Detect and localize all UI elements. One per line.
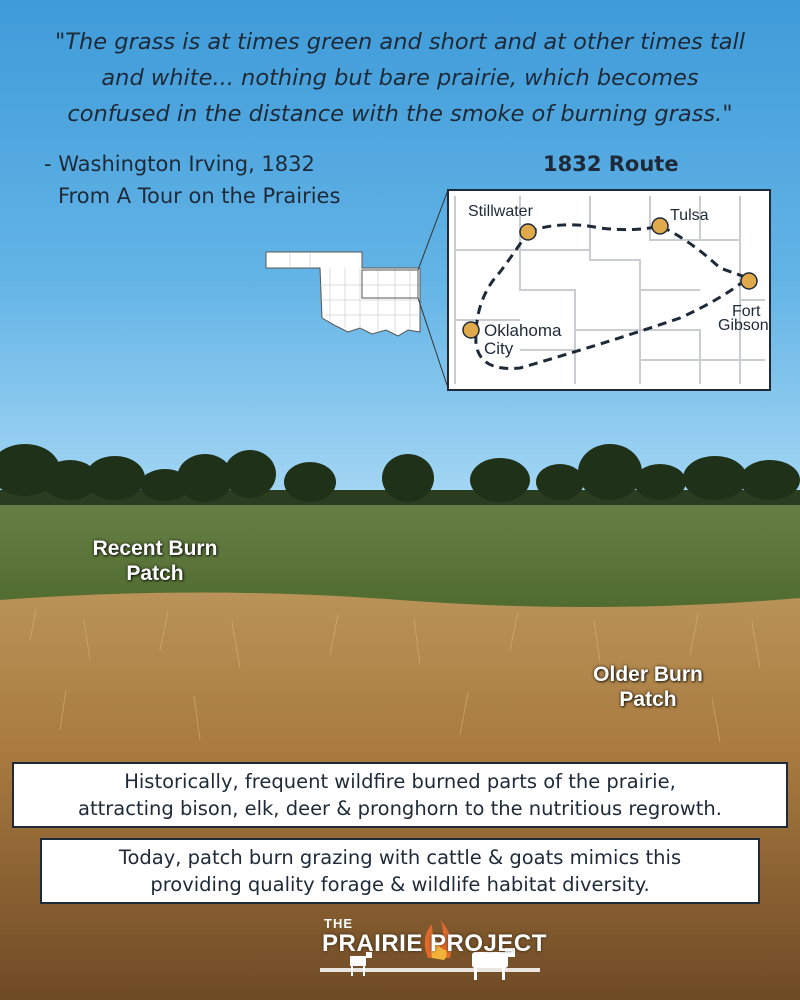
map-title: 1832 Route — [543, 152, 679, 176]
logo-name-part-1: PRAIRIE — [322, 930, 423, 957]
quote-line-1: "The grass is at times green and short and at other times tall — [54, 29, 746, 55]
city-label-okc-2: City — [484, 339, 514, 358]
today-caption-box — [40, 838, 760, 904]
city-label-fort-gibson-1: Fort — [732, 303, 761, 320]
older-burn-label — [573, 662, 723, 712]
city-label-stillwater: Stillwater — [468, 203, 533, 220]
city-label-okc-1: Oklahoma — [484, 321, 562, 340]
city-label-tulsa: Tulsa — [670, 207, 709, 224]
historical-quote — [20, 24, 780, 132]
recent-burn-label-line-2: Patch — [126, 562, 184, 585]
logo-name-part-2: PROJECT — [430, 930, 547, 957]
city-label-fort-gibson-2: Gibson — [718, 317, 769, 334]
historic-caption-line-2: attracting bison, elk, deer & pronghorn to the nutritious regrowth. — [78, 797, 722, 820]
recent-burn-label — [80, 536, 230, 586]
recent-burn-label-line-1: Recent Burn — [92, 537, 218, 560]
today-caption-line-1: Today, patch burn grazing with cattle & goats mimics this — [118, 846, 682, 869]
quote-line-2: and white... nothing but bare prairie, which becomes — [101, 65, 699, 91]
logo-the-text: THE — [324, 916, 353, 931]
prairie-project-logo — [300, 912, 547, 996]
today-caption-line-2: providing quality forage & wildlife habitat diversity. — [150, 873, 650, 896]
quote-line-3: confused in the distance with the smoke of burning grass." — [67, 101, 733, 127]
quote-source: From A Tour on the Prairies — [58, 184, 341, 208]
older-burn-label-line-1: Older Burn — [593, 663, 703, 686]
logo-name-text — [322, 930, 547, 958]
quote-author: - Washington Irving, 1832 — [44, 152, 315, 176]
historic-caption-line-1: Historically, frequent wildfire burned parts of the prairie, — [124, 770, 676, 793]
route-inset-map — [448, 190, 770, 390]
older-burn-label-line-2: Patch — [619, 688, 677, 711]
historic-caption-box — [12, 762, 788, 828]
